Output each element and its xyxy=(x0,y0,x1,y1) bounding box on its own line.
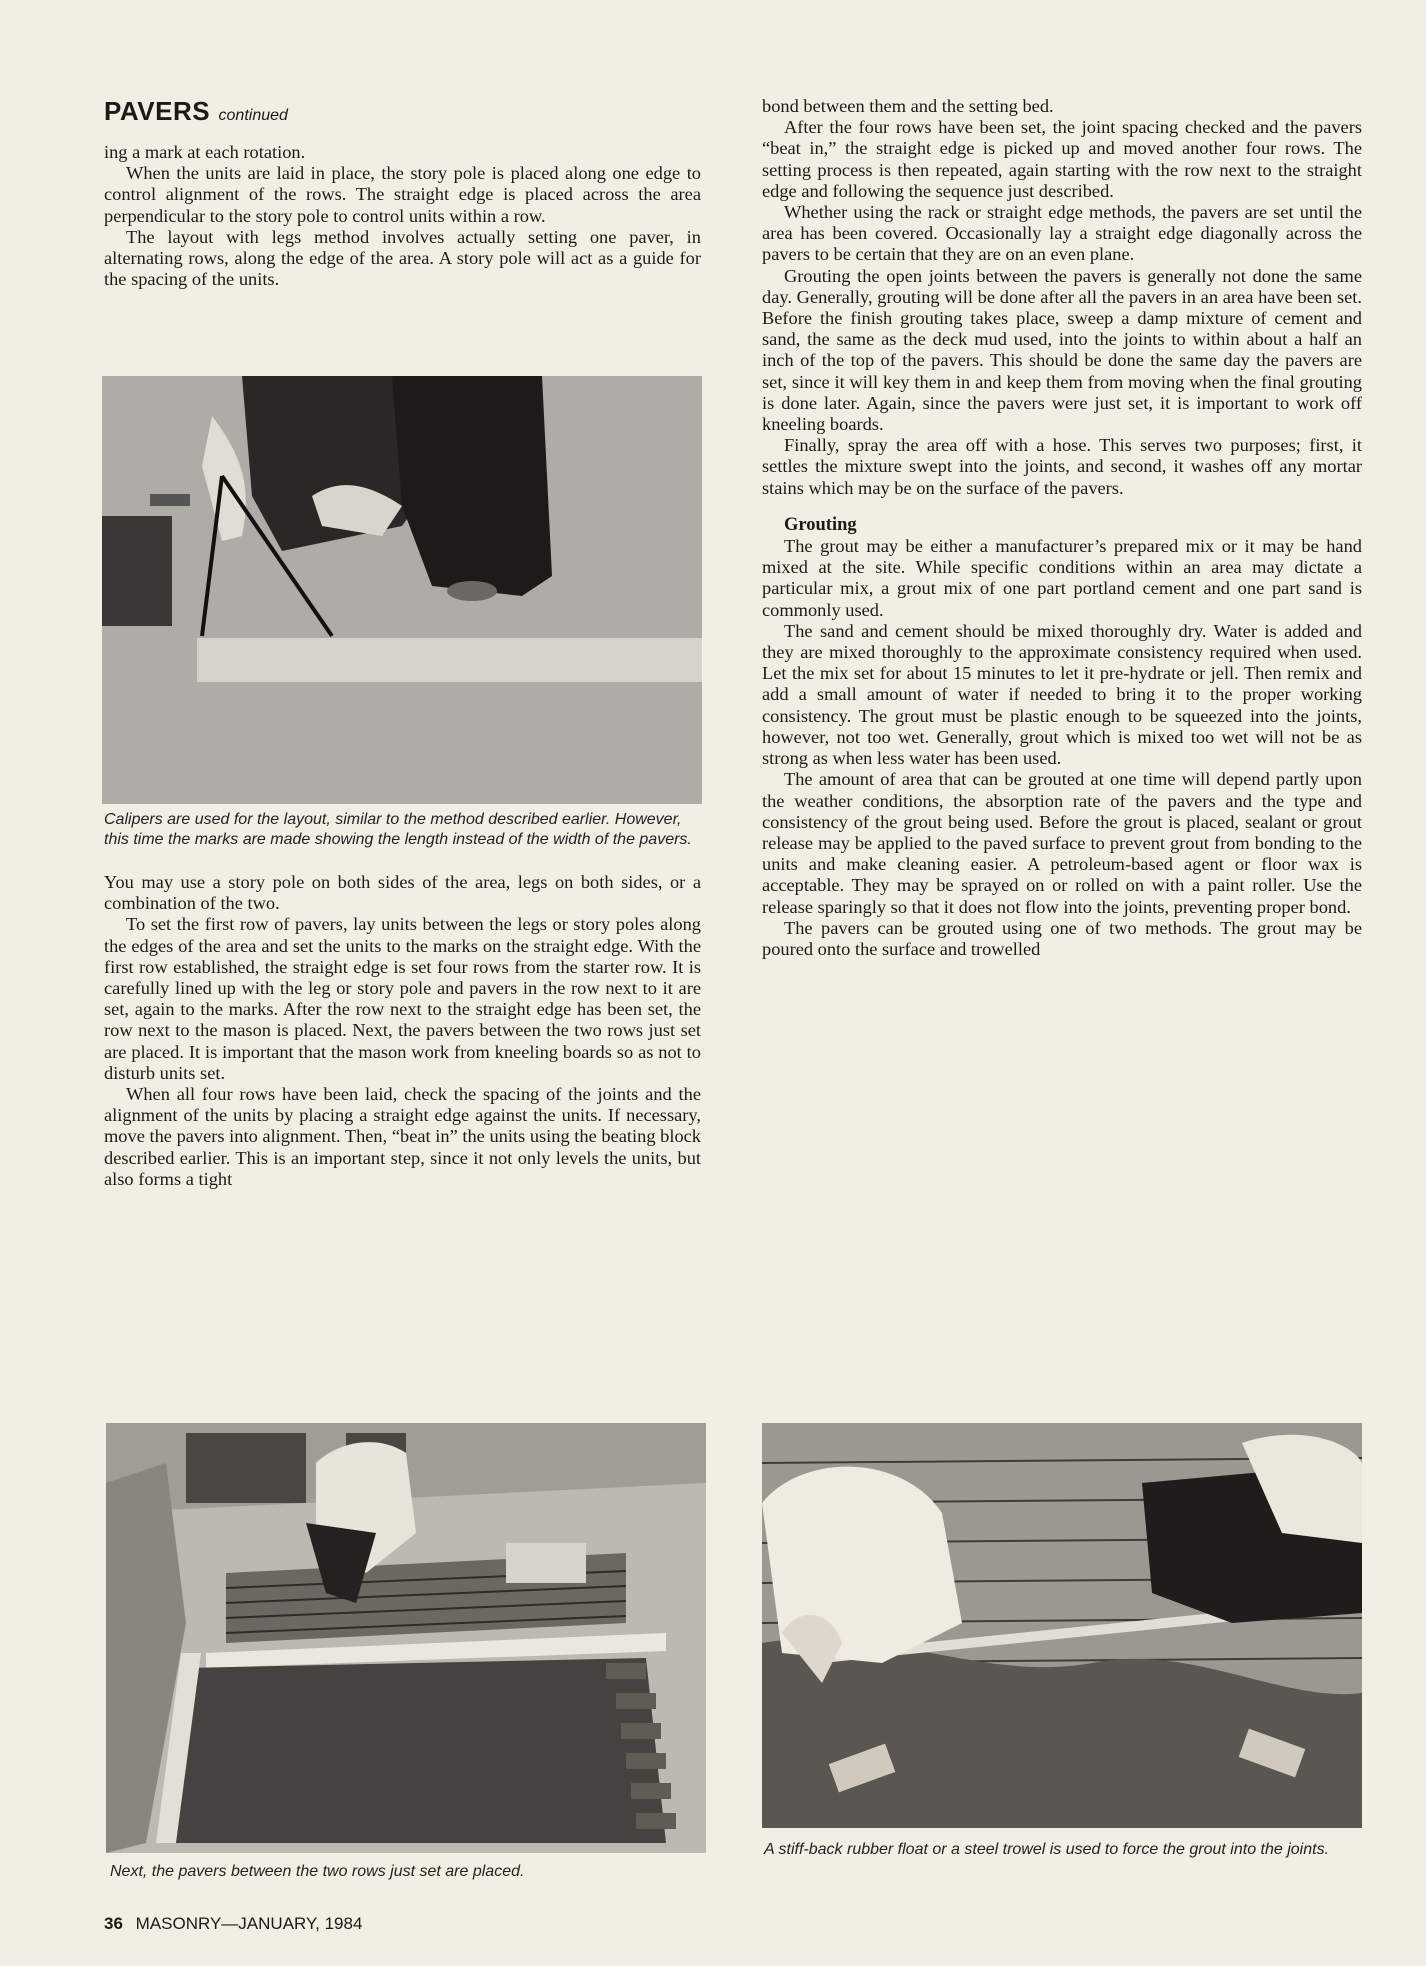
paragraph: ing a mark at each rotation. xyxy=(104,142,306,162)
publication-name: MASONRY—JANUARY, 1984 xyxy=(135,1914,363,1933)
paragraph: You may use a story pole on both sides of the area, legs on both sides, or a combination of the two. xyxy=(104,872,701,914)
paragraph: When all four rows have been laid, check the spacing of the joints and the alignment of the units by placing a straight edge against the units. If necessary, move the pavers into alignment. Then, “beat in” the units using the beating block described earlier. This is an important step, since it not only levels the units, but also forms a tight xyxy=(104,1084,701,1189)
page-footer xyxy=(104,1914,362,1934)
section-header xyxy=(104,96,288,127)
figure-caption: A stiff-back rubber float or a steel trowel is used to force the grout into the joints. xyxy=(764,1841,1330,1858)
paragraph: The sand and cement should be mixed thoroughly dry. Water is added and they are mixed thoroughly to the approximate consistency required when used. Let the mix set for about 15 minutes to let it pre-hydrate or jell. Then remix and add a small amount of water if needed to bring it to the proper working consistency. The grout must be plastic enough to be squeezed into the joints, however, not too wet. Generally, grout which is mixed too wet will not be as strong as when less water has been used. xyxy=(762,620,1362,769)
left-column-bottom xyxy=(104,872,701,1190)
paragraph: The amount of area that can be grouted at one time will depend partly upon the weather conditions, the absorption rate of the pavers and the type and consistency of the grout being used. Before the grout is placed, sealant or grout release may be applied to the paved surface to prevent grout from bonding to the units and make cleaning easier. A petroleum-based agent or floor wax is acceptable. They may be sprayed on or rolled on with a paint roller. Use the release sparingly so that it does not flow into the joints, preventing proper bond. xyxy=(762,769,1362,917)
subhead-grouting: Grouting xyxy=(784,514,857,535)
paragraph: When the units are laid in place, the story pole is placed along one edge to control alignment of the rows. The straight edge is placed across the area perpendicular to the story pole to control units within a row. xyxy=(104,163,701,226)
paragraph: Finally, spray the area off with a hose. This serves two purposes; first, it settles the mixture swept into the joints, and second, it washes off any mortar stains which may be on the surface of the pavers. xyxy=(762,435,1362,498)
continued-label: continued xyxy=(218,107,288,124)
mason-laying-pavers-photo xyxy=(106,1423,706,1853)
right-column xyxy=(762,96,1362,960)
paragraph: The layout with legs method involves actually setting one paver, in alternating rows, along the edge of the area. A story pole will act as a guide for the spacing of the units. xyxy=(104,226,701,290)
paragraph: To set the first row of pavers, lay units between the legs or story poles along the edges of the area and set the units to the marks on the straight edge. With the first row established, the straight edge is set four rows from the starter row. It is carefully lined up with the leg or story pole and pavers in the row next to it are set, again to the marks. After the row next to the straight edge has been set, the row next to the mason is placed. Next, the pavers between the two rows just set are placed. It is important that the mason work from kneeling boards so as not to disturb units set. xyxy=(104,914,701,1083)
paragraph: Grouting the open joints between the pavers is generally not done the same day. Generally, grouting will be done after all the pavers in an area have been set. Before the finish grouting takes place, sweep a damp mixture of cement and sand, the same as the deck mud used, into the joints to within about a half an inch of the top of the pavers. This should be done the same day the pavers are set, since it will key them in and keep them from moving when the final grouting is done later. Again, since the pavers were just set, it is important to work off kneeling boards. xyxy=(762,265,1362,435)
paragraph: After the four rows have been set, the joint spacing checked and the pavers “beat in,” the straight edge is picked up and moved another four rows. The setting process is then repeated, again starting with the row next to the straight edge and following the sequence just described. xyxy=(762,117,1362,201)
figure-caption: Next, the pavers between the two rows just set are placed. xyxy=(110,1863,525,1880)
left-column-top xyxy=(104,142,701,290)
figure-caption: Calipers are used for the layout, similar to the method described earlier. However, this time the marks are made showing the length instead of the width of the pavers. xyxy=(104,811,692,848)
section-title: PAVERS xyxy=(104,96,211,126)
calipers-layout-photo xyxy=(102,376,702,804)
paragraph: The grout may be either a manufacturer’s prepared mix or it may be hand mixed at the site. While specific conditions within an area may dictate a particular mix, a grout mix of one part portland cement and one part sand is commonly used. xyxy=(762,536,1362,620)
paragraph: bond between them and the setting bed. xyxy=(762,96,1054,116)
page-number: 36 xyxy=(104,1914,123,1933)
paragraph: Whether using the rack or straight edge methods, the pavers are set until the area has been covered. Occasionally lay a straight edge diagonally across the pavers to be certain that they are on an even plane. xyxy=(762,202,1362,265)
paragraph: The pavers can be grouted using one of two methods. The grout may be poured onto the surface and trowelled xyxy=(762,917,1362,959)
grouting-with-float-photo xyxy=(762,1423,1362,1828)
